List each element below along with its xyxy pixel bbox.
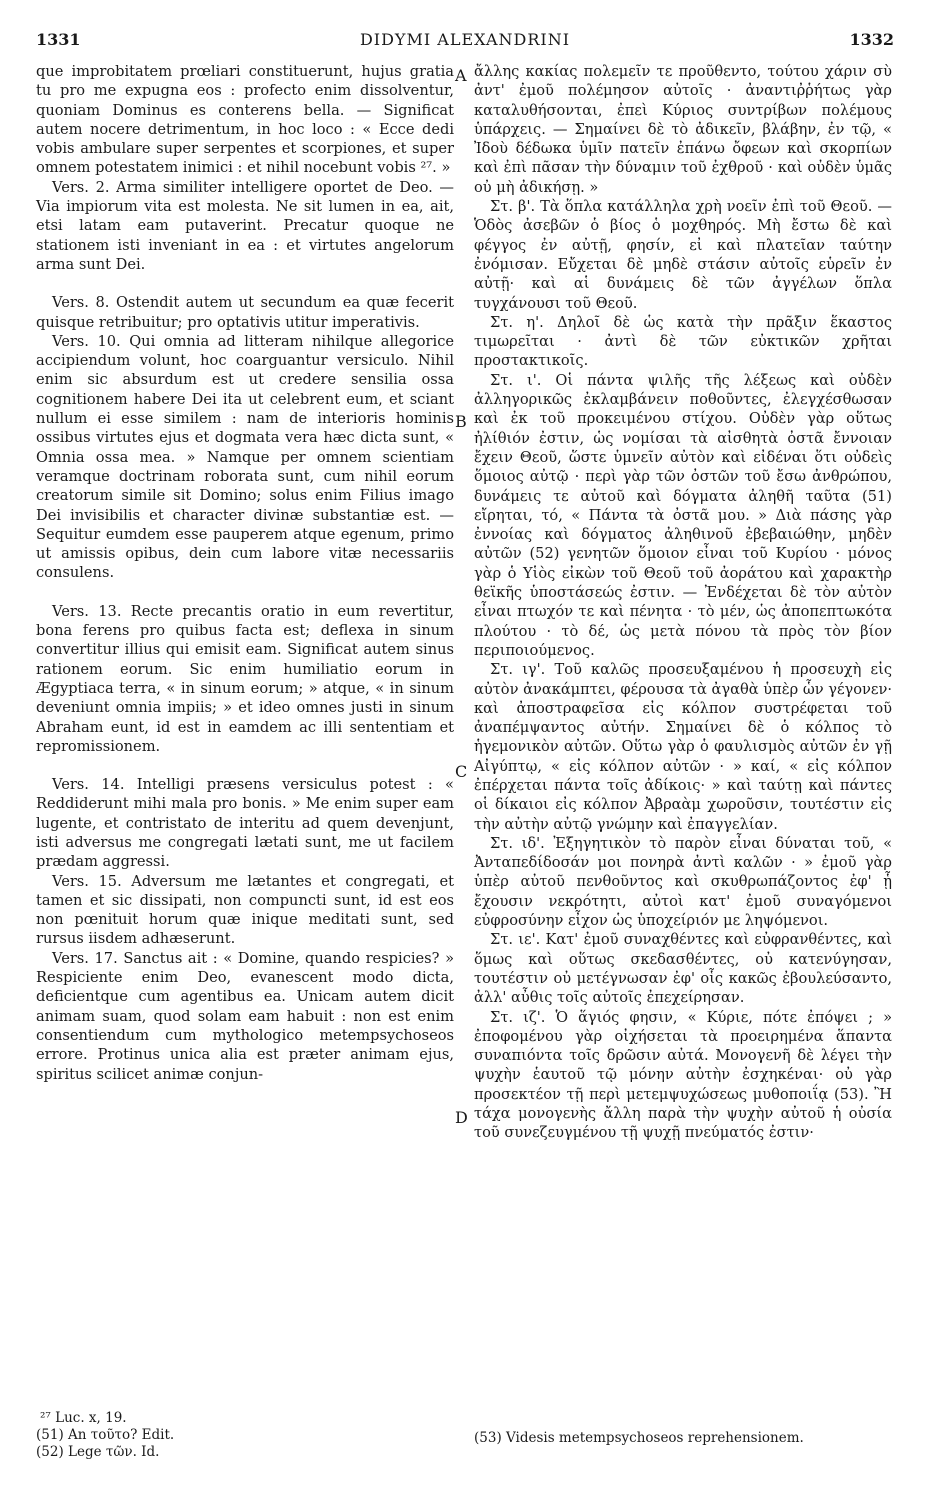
greek-column xyxy=(474,62,892,1143)
latin-paragraph: que improbitatem prœliari constituerunt, hujus gratia tu pro me expugna eos : profecto enim dissolventur, quoniam Dominus es conterens bella. — Significat autem nocere detrimentum, in hoc loco : « Ecce dedi vobis ambulare super serpentes et scorpiones, et super omnem potestatem inimici : et nihil nocebunt vobis ²⁷. » xyxy=(36,63,454,177)
footnote: (52) Lege τῶν. Id. xyxy=(36,1444,160,1460)
greek-paragraph: Στ. ιζ'. Ὁ ἅγιός φησιν, « Κύριε, πότε ἐπόψει ; » ἐποφομένου γὰρ οἰχήσεται τὰ προειρημένα ἅπαντα συναπιόντα τοῖς δρῶσιν αὐτά. Μονογενῆ δὲ λέγει τὴν ψυχὴν ἑαυτοῦ τῷ μόνην αὐτὴν ἐσχηκέναι· οὐ γὰρ προσεκτέον τῇ περὶ μετεμψυχώσεως μυθοποιΐᾳ (53). Ἢ τάχα μονογενὴς ἄλλη παρὰ τὴν ψυχὴν αὐτοῦ ἡ οὐσία τοῦ συνεζευγμένου τῇ ψυχῇ πνεύματός ἐστιν· xyxy=(474,1008,892,1142)
greek-paragraph: Στ. β'. Τὰ ὅπλα κατάλληλα χρὴ νοεῖν ἐπὶ τοῦ Θεοῦ. — Ὁδὸς ἀσεβῶν ὁ βίος ὁ μοχθηρός. Μὴ ἔστω δὲ καὶ φέγγος ἐν αὐτῇ, φησίν, εἰ καὶ πλατεῖαν ταύτην ἐνόμισαν. Εὔχεται δὲ μηδὲ στάσιν αὐτοῖς εὑρεῖν ἐν αὐτῇ· καὶ αἱ δυνάμεις δὲ τῶν ἀγγέλων ὅπλα τυγχάνουσι τοῦ Θεοῦ. xyxy=(474,198,892,312)
latin-paragraph: Vers. 2. Arma similiter intelligere oportet de Deo. — Via impiorum vita est molesta. Ne sit lumen in ea, ait, etsi latam eam putaverint. Precatur quoque ne stationem isti inveniant in ea : et virtutes angelorum arma sunt Dei. xyxy=(36,178,454,273)
greek-paragraph: Στ. ιγ'. Τοῦ καλῶς προσευξαμένου ἡ προσευχὴ εἰς αὐτὸν ἀνακάμπτει, φέρουσα τὰ ἀγαθὰ ὑπὲρ ὧν γέγονεν· καὶ ἀποστραφεῖσα εἰς κόλπον συστρέφεται τοῦ ἀναπέμψαντος αὐτήν. Σημαίνει δὲ ὁ κόλπος τὸ ἡγεμονικὸν αὐτῶν. Οὕτω γὰρ ὁ φαυλισμὸς αὐτῶν ἐν γῇ Αἰγύπτῳ, « εἰς κόλπον αὐτῶν · » καί, « εἰς κόλπον ἐπέρχεται πάντα τοῖς ἀδίκοις· » καὶ ταύτῃ καὶ πάντες οἱ δίκαιοι εἰς κόλπον Ἀβραὰμ χωροῦσιν, τουτέστιν εἰς τὴν αὐτὴν αὐτῷ γνώμην καὶ ἐπαγγελίαν. xyxy=(474,661,892,833)
footnote: ²⁷ Luc. x, 19. xyxy=(40,1410,127,1426)
page-number-right: 1332 xyxy=(849,30,894,49)
section-marker-d: D xyxy=(455,1108,468,1127)
page-number-left: 1331 xyxy=(36,30,81,49)
latin-paragraph: Vers. 8. Ostendit autem ut secundum ea quæ fecerit quisque retribuitur; pro optativis utitur imperativis. xyxy=(36,294,454,331)
greek-paragraph: ἄλλης κακίας πολεμεῖν τε προῦθεντο, τούτου χάριν σὺ ἀντ' ἐμοῦ πολέμησον αὐτοῖς · ἀναντιῤῥήτως γὰρ καταλυθήσονται, ἐπεὶ Κύριος συντρίβων πολέμους ὑπάρχεις. — Σημαίνει δὲ τὸ ἀδικεῖν, βλάβην, ἐν τῷ, « Ἰδοὺ δέδωκα ὑμῖν πατεῖν ἐπάνω ὄφεων καὶ σκορπίων καὶ ἐπὶ πᾶσαν τὴν δύναμιν τοῦ ἐχθροῦ · καὶ οὐδὲν ὑμᾶς οὐ μὴ ἀδικήσῃ. » xyxy=(474,63,892,196)
footnote: (51) An τοῦτο? Edit. xyxy=(36,1427,175,1443)
greek-paragraph: Στ. ιε'. Κατ' ἐμοῦ συναχθέντες καὶ εὐφρανθέντες, καὶ ὅμως καὶ οὕτως σκεδασθέντες, οὐ κατενύγησαν, τουτέστιν οὐ μετέγνωσαν ἐφ' οἷς κακῶς ἐβουλεύσαντο, ἀλλ' αὖθις τοῖς αὐτοῖς ἐπεχείρησαν. xyxy=(474,931,892,1007)
footnotes-left xyxy=(36,1410,454,1461)
section-marker-a: A xyxy=(455,66,467,85)
latin-paragraph: Vers. 17. Sanctus ait : « Domine, quando respicies? » Respiciente enim Deo, evanescent modo dicta, deficientque cum agentibus ea. Unicam autem dicit animam suam, quod solam eam habuit : non est enim consentiendum cum mythologico metempsychoseos errore. Protinus unica alia est præter animam ejus, spiritus scilicet animæ conjun- xyxy=(36,949,454,1083)
section-marker-c: C xyxy=(455,762,468,781)
latin-column xyxy=(36,62,454,1084)
footnote-right: (53) Videsis metempsychoseos reprehensionem. xyxy=(474,1430,804,1446)
running-title: DIDYMI ALEXANDRINI xyxy=(359,30,571,49)
latin-paragraph: Vers. 10. Qui omnia ad litteram nihilque allegorice accipiendum volunt, hoc coarguantur versiculo. Nihil enim sic absurdum est ut credere sensilia ossa cognitionem habere Dei ita ut celebrent eum, et sciant nullum ei esse similem : nam de interioris hominis ossibus virtutes ejus et dogmata vera hæc dicta sunt, « Omnia ossa mea. » Namque per omnem scientiam veramque doctrinam roborata sunt, cum nihil eorum creatorum simile sit Domino; solus enim Filius imago Dei invisibilis et character divinæ substantiæ est. — Sequitur eumdem esse pauperem atque egenum, primo ut amissis opibus, dein cum labore vitæ necessariis consulens. xyxy=(36,332,454,582)
greek-paragraph: Στ. η'. Δηλοῖ δὲ ὡς κατὰ τὴν πρᾶξιν ἕκαστος τιμωρεῖται · ἀντὶ δὲ τῶν εὐκτικῶν χρῆται προστακτικοῖς. xyxy=(474,313,892,370)
latin-paragraph: Vers. 15. Adversum me lætantes et congregati, et tamen et sic dissipati, non compuncti sunt, id est eos non pœnituit horum quæ inique meditati sunt, sed rursus iisdem adhæserunt. xyxy=(36,872,454,948)
section-marker-b: B xyxy=(455,412,467,431)
greek-paragraph: Στ. ιδ'. Ἐξηγητικὸν τὸ παρὸν εἶναι δύναται τοῦ, « Ἀνταπεδίδοσάν μοι πονηρὰ ἀντὶ καλῶν · » ἐμοῦ γὰρ ὑπὲρ αὐτοῦ πενθοῦντος καὶ σκυθρωπάζοντος ἐφ' ᾗ ἔχουσιν νεκρότητι, αὐτοὶ κατ' ἐμοῦ συναγόμενοι εὐφροσύνην εἶχον ὡς ὑποχείριόν με ληψόμενοι. xyxy=(474,834,892,930)
greek-paragraph: Στ. ι'. Οἱ πάντα ψιλῆς τῆς λέξεως καὶ οὐδὲν ἀλληγορικῶς ἐκλαμβάνειν ποθοῦντες, ἐλεγχέσθωσαν καὶ ἐκ τοῦ προκειμένου στίχου. Οὐδὲν γὰρ οὕτως ἠλίθιόν ἐστιν, ὡς νομίσαι τὰ αἰσθητὰ ὀστᾶ ἔννοιαν ἔχειν Θεοῦ, ὥστε ὑμνεῖν αὐτὸν καὶ εἰδέναι ὅτι οὐδεὶς ὅμοιος αὐτῷ · περὶ γὰρ τῶν ὀστῶν τοῦ ἔσω ἀνθρώπου, δυνάμεις τε αὐτοῦ καὶ δόγματα ἀληθῆ ταῦτα (51) εἴρηται, τό, « Πάντα τὰ ὀστᾶ μου. » Διὰ πάσης γὰρ ἐννοίας καὶ δόγματος ἀληθινοῦ ἐβεβαιώθην, μηδὲν αὐτῶν (52) γενητῶν ὅμοιον εἶναι τοῦ Κυρίου · μόνος γὰρ ὁ Υἱὸς εἰκὼν τοῦ Θεοῦ τοῦ ἀοράτου καὶ χαρακτὴρ θεϊκῆς ὑποστάσεώς ἐστιν. — Ἐνδέχεται δὲ τὸν αὐτὸν εἶναι πτωχόν τε καὶ πένητα · τὸ μέν, ὡς ἀποπεπτωκότα πλούτου · τὸ δέ, ὡς μετὰ πόνου τὰ πρὸς τὸν βίον περιποιούμενος. xyxy=(474,371,892,659)
latin-paragraph: Vers. 13. Recte precantis oratio in eum revertitur, bona ferens pro quibus facta est; deflexa in sinum convertitur illius qui emisit eam. Significat autem sinus rationem eorum. Sic enim humiliatio eorum in Ægyptiaca terra, « in sinum eorum; » atque, « in sinum deveniunt omnia impiis; » et ideo omnes justi in sinum Abraham eunt, id est in eamdem ac illi sententiam et repromissionem. xyxy=(36,602,454,755)
latin-paragraph: Vers. 14. Intelligi præsens versiculus potest : « Reddiderunt mihi mala pro bonis. » Me enim super eam lugente, et contristato de interitu ad quem devenjunt, isti adversus me congregati lætati sunt, me ut facilem prædam aggressi. xyxy=(36,776,454,871)
running-header xyxy=(36,30,894,60)
